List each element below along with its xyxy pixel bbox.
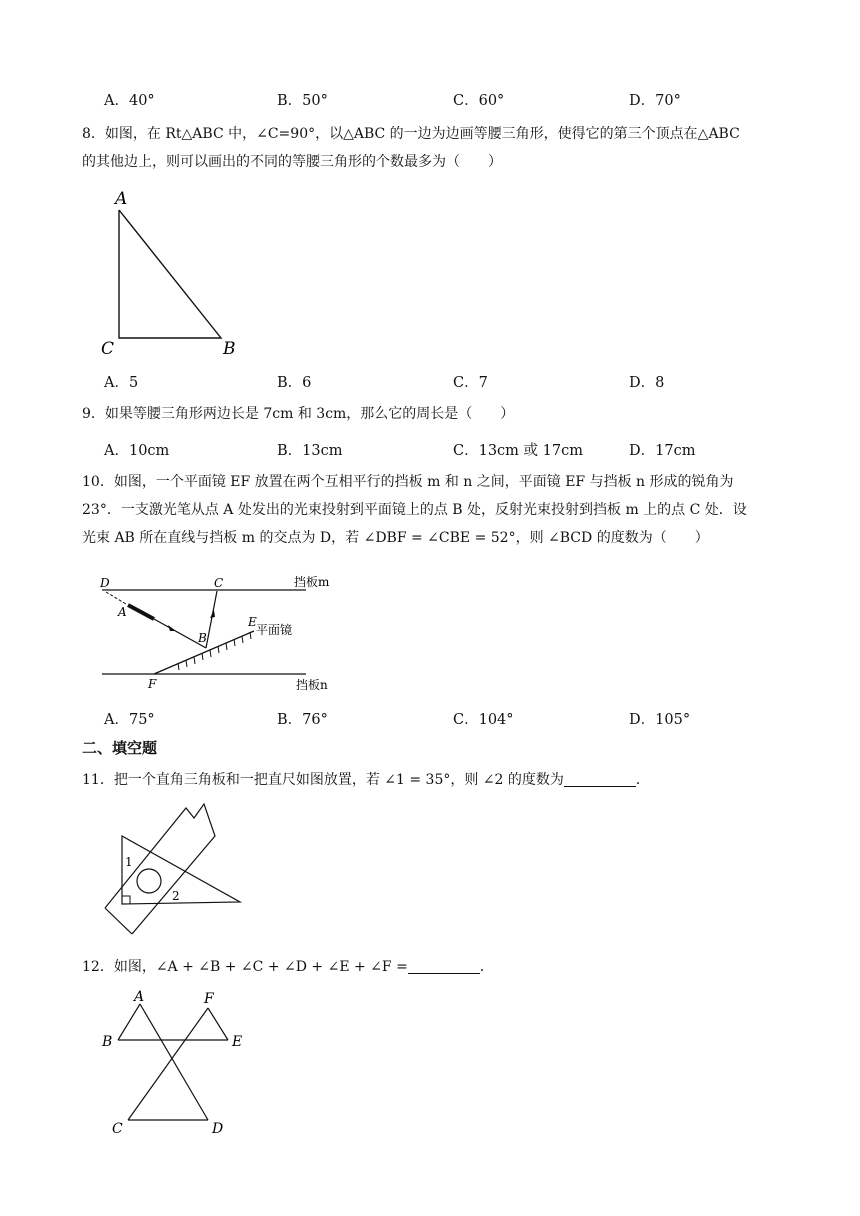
section-title: 二、填空题: [82, 739, 158, 757]
q11-triangle-plate: [122, 836, 240, 904]
q10-line-3: 光束 AB 所在直线与挡板 m 的交点为 D，若 ∠DBF = ∠CBE = 52°，则 ∠BCD 的度数为（ ）: [82, 530, 709, 546]
q10-label-board-m: 挡板m: [294, 575, 330, 589]
q11-ruler-triangle-figure: [100, 800, 250, 930]
q11-answer-blank[interactable]: [564, 770, 636, 787]
q11-label-1: 1: [125, 855, 133, 869]
q10-label-mirror: 平面镜: [256, 623, 293, 637]
q12-label-d: D: [212, 1121, 224, 1137]
q8-option-a: A．5: [104, 375, 139, 391]
q12-line-fe: [208, 1008, 228, 1040]
q11-label-2: 2: [172, 889, 180, 903]
q10-label-f: F: [148, 677, 157, 691]
q10-option-b: B．76°: [277, 712, 328, 728]
q10-option-c: C．104°: [453, 712, 514, 728]
q10-line-2: 23°．一支激光笔从点 A 处发出的光束投射到平面镜上的点 B 处，反射光束投射到挡板 m 上的点 C 处．设: [82, 502, 747, 518]
q12-line-fc: [128, 1008, 208, 1120]
q12-label-a: A: [134, 989, 145, 1005]
q12-answer-blank[interactable]: [408, 957, 480, 974]
q12-line-ab: [118, 1004, 140, 1040]
q7-option-d: D．70°: [629, 93, 681, 109]
q10-laser-pen: [128, 605, 154, 619]
q10-line-1: 10．如图，一个平面镜 EF 放置在两个互相平行的挡板 m 和 n 之间，平面镜 EF 与挡板 n 形成的锐角为: [82, 474, 734, 490]
q12-label-b: B: [102, 1034, 113, 1050]
q10-label-c: C: [214, 576, 224, 590]
q10-option-d: D．105°: [629, 712, 691, 728]
q11-triangle-hole: [137, 869, 161, 893]
q10-label-d: D: [100, 576, 110, 590]
q11-right-angle-mark: [122, 896, 130, 904]
q7-option-a: A．40°: [104, 93, 155, 109]
q12-triangles-figure: [98, 988, 258, 1138]
q10-option-a: A．75°: [104, 712, 155, 728]
q12-text: 12．如图，∠A + ∠B + ∠C + ∠D + ∠E + ∠F =: [82, 959, 408, 975]
q8-question: [82, 120, 812, 176]
q8-label-c: C: [101, 339, 115, 359]
q12-question: 12．如图，∠A + ∠B + ∠C + ∠D + ∠E + ∠F = ．: [82, 959, 494, 975]
q8-triangle-figure: [96, 188, 246, 358]
q7-option-b: B．50°: [277, 93, 328, 109]
q10-beam-bc: [206, 591, 217, 648]
q9-option-d: D．17cm: [629, 443, 696, 459]
q8-option-c: C．7: [453, 375, 488, 391]
q11-question: 11．把一个直角三角板和一把直尺如图放置，若 ∠1 = 35°，则 ∠2 的度数为 ．: [82, 772, 650, 788]
q8-line-2: 的其他边上，则可以画出的不同的等腰三角形的个数最多为（ ）: [82, 154, 502, 170]
q8-option-b: B．6: [277, 375, 312, 391]
q10-label-e: E: [248, 615, 257, 629]
q9-option-a: A．10cm: [104, 443, 170, 459]
q12-label-e: E: [232, 1034, 243, 1050]
q11-ruler-end: [105, 908, 132, 934]
q12-label-f: F: [204, 991, 214, 1007]
q10-dashed-extension: [106, 592, 126, 604]
q8-label-a: A: [115, 189, 128, 209]
q10-label-board-n: 挡板n: [296, 678, 328, 692]
q8-triangle: [119, 210, 221, 338]
q10-question: [82, 468, 812, 552]
q9-option-c: C．13cm 或 17cm: [453, 443, 583, 459]
q10-label-a: A: [118, 605, 127, 619]
q8-line-1: 8．如图，在 Rt△ABC 中，∠C=90°，以△ABC 的一边为边画等腰三角形，使得它的第三个顶点在△ABC: [82, 126, 740, 142]
q8-option-d: D．8: [629, 375, 665, 391]
q9-question: [82, 400, 812, 428]
q12-label-c: C: [112, 1121, 123, 1137]
q9-line-1: 9．如果等腰三角形两边长是 7cm 和 3cm，那么它的周长是（ ）: [82, 406, 515, 422]
q9-option-b: B．13cm: [277, 443, 343, 459]
q10-label-b: B: [198, 631, 207, 645]
q11-text: 11．把一个直角三角板和一把直尺如图放置，若 ∠1 = 35°，则 ∠2 的度数为: [82, 772, 564, 788]
q10-mirror-figure: [96, 574, 356, 694]
q7-option-c: C．60°: [453, 93, 505, 109]
q8-label-b: B: [223, 339, 236, 359]
